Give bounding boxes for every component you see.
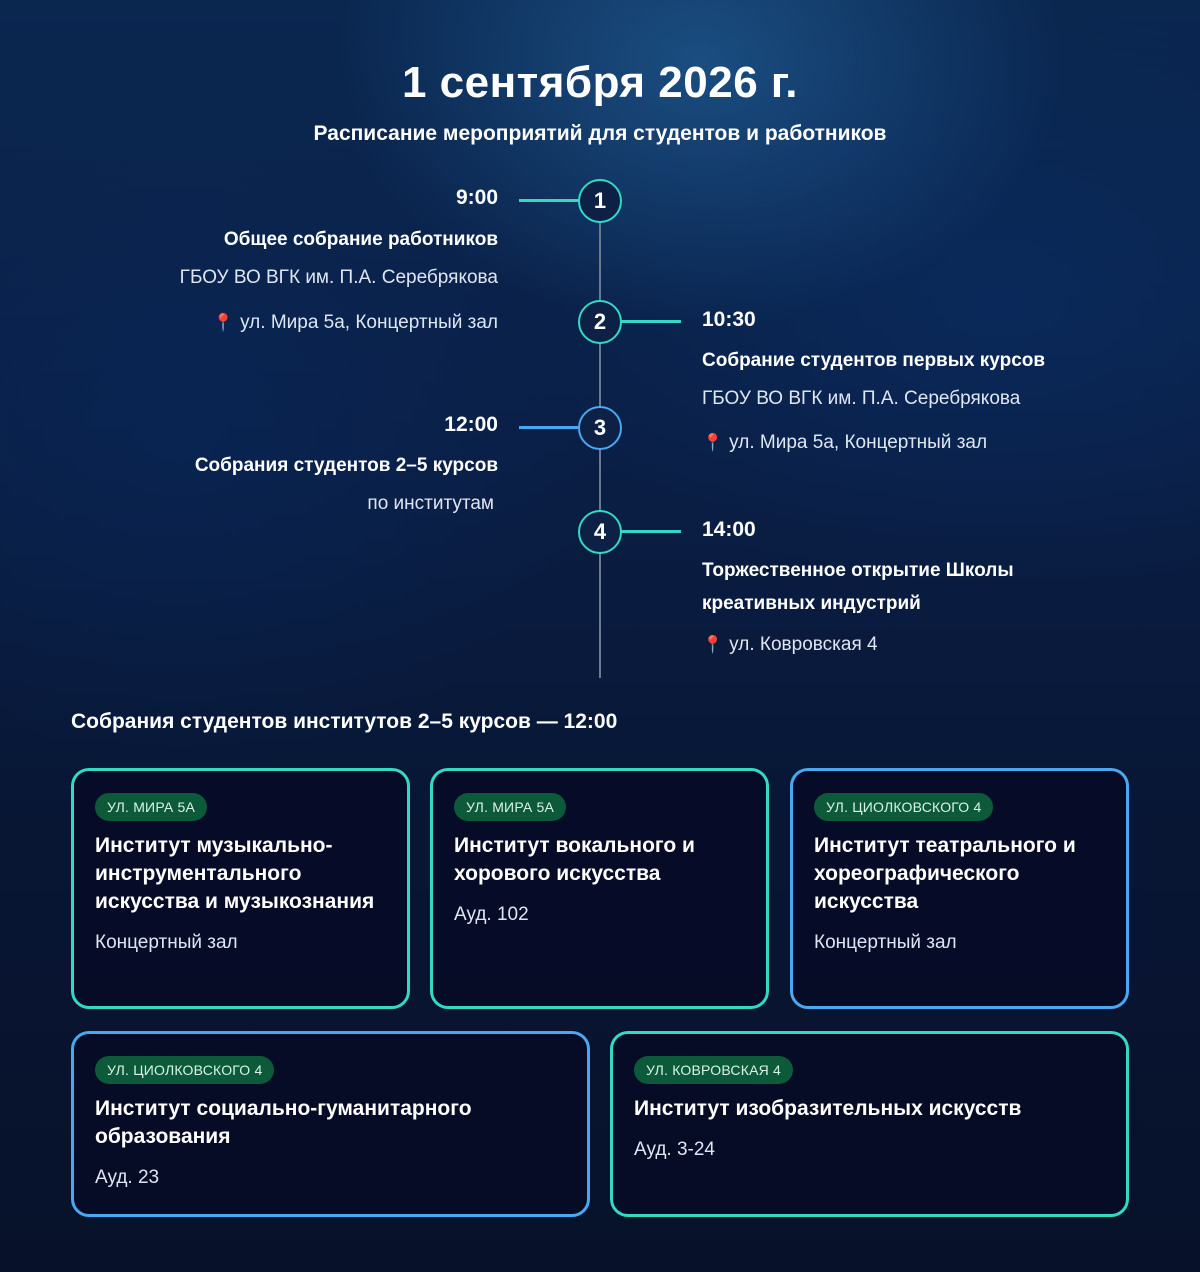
address-badge: УЛ. МИРА 5А [95, 793, 207, 821]
event-org: ГБОУ ВО ВГК им. П.А. Серебрякова [702, 388, 1021, 409]
institute-room: Концертный зал [814, 932, 957, 953]
event-time: 10:30 [702, 308, 756, 331]
institute-card-4 [71, 1031, 590, 1217]
event-time: 12:00 [444, 413, 498, 436]
event-title [702, 554, 1014, 620]
timeline-event-1 [180, 186, 498, 334]
institute-card-1 [71, 768, 410, 1009]
pin-icon: 📍 [702, 433, 724, 452]
institute-room: Ауд. 102 [454, 904, 529, 925]
timeline-connector-4 [620, 530, 681, 533]
location-text: ул. Ковровская 4 [729, 634, 878, 655]
institute-room: Концертный зал [95, 932, 238, 953]
address-badge: УЛ. ЦИОЛКОВСКОГО 4 [95, 1056, 274, 1084]
event-time: 14:00 [702, 518, 756, 541]
pin-icon: 📍 [212, 313, 235, 332]
timeline-event-4 [702, 518, 1014, 656]
event-note: по институтам [367, 493, 494, 514]
location-text: ул. Мира 5а, Концертный зал [240, 312, 498, 333]
page-title: 1 сентября 2026 г. [401, 58, 799, 107]
institute-title: Институт вокального и хорового искусства [454, 834, 695, 885]
timeline-connector-1 [519, 199, 580, 202]
location-text: ул. Мира 5а, Концертный зал [729, 432, 988, 453]
timeline-node-3: 3 [578, 406, 622, 450]
timeline-node-1: 1 [578, 179, 622, 223]
address-badge: УЛ. ЦИОЛКОВСКОГО 4 [814, 793, 993, 821]
timeline-event-3 [195, 413, 498, 515]
institute-title: Институт социально-гуманитарного образования [95, 1097, 472, 1148]
institute-room: Ауд. 23 [95, 1167, 160, 1188]
institute-title: Институт музыкально-инструментального искусства и музыкознания [95, 834, 375, 913]
event-location [702, 432, 1045, 454]
event-location [702, 634, 1014, 656]
address-badge: УЛ. КОВРОВСКАЯ 4 [634, 1056, 793, 1084]
event-title-line: креативных индустрий [702, 593, 921, 614]
pin-icon: 📍 [702, 635, 724, 654]
event-location [180, 312, 498, 334]
timeline-connector-3 [519, 426, 580, 429]
timeline-event-2 [702, 308, 1045, 454]
timeline-node-4: 4 [578, 510, 622, 554]
event-title: Собрание студентов первых курсов [702, 350, 1046, 371]
timeline-connector-2 [620, 320, 681, 323]
institute-title: Институт изобразительных искусств [634, 1097, 1022, 1120]
institute-room: Ауд. 3-24 [634, 1139, 716, 1160]
event-title-line: Торжественное открытие Школы [702, 560, 1014, 581]
institute-card-2 [430, 768, 769, 1009]
page-subtitle: Расписание мероприятий для студентов и работников [313, 122, 887, 145]
section-title: Собрания студентов институтов 2–5 курсов — 12:00 [71, 710, 618, 733]
event-time: 9:00 [455, 186, 498, 209]
institute-title: Институт театрального и хореографического искусства [814, 834, 1076, 913]
institute-card-3 [790, 768, 1129, 1009]
event-org: ГБОУ ВО ВГК им. П.А. Серебрякова [179, 267, 498, 288]
timeline-node-2: 2 [578, 300, 622, 344]
event-title: Собрания студентов 2–5 курсов [194, 455, 498, 476]
institute-card-5 [610, 1031, 1129, 1217]
address-badge: УЛ. МИРА 5А [454, 793, 566, 821]
event-title: Общее собрание работников [223, 229, 498, 250]
